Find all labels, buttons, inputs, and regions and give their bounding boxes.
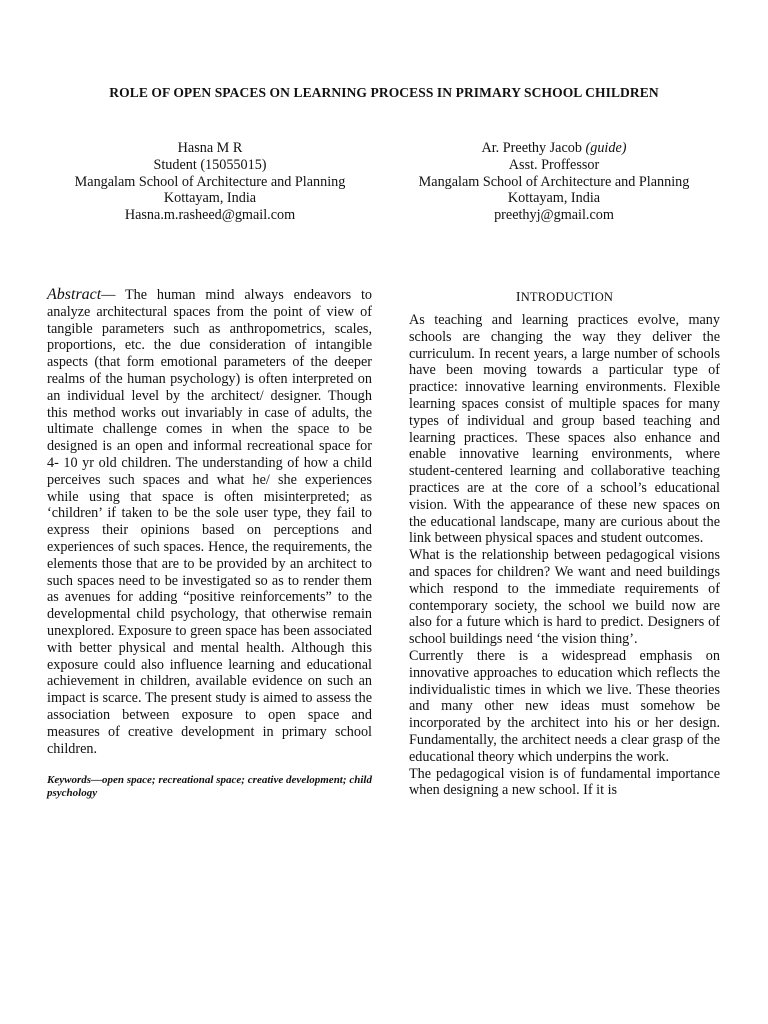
author-block-2 [384,140,724,224]
heading-initial: I [515,290,521,305]
author-email: preethyj@gmail.com [494,207,614,224]
author-affiliation: Mangalam School of Architecture and Planning [418,173,690,190]
heading-rest: NTRODUCTION [520,290,614,304]
intro-paragraph-4: The pedagogical vision is of fundamental importance when designing a new school. If it is [409,765,720,799]
author-affiliation: Mangalam School of Architecture and Planning [74,173,346,190]
author-name-note: (guide) [585,140,627,156]
author-name: Hasna M R [177,140,243,156]
author-role: Student (15055015) [153,156,267,173]
author-block-1 [40,140,380,224]
author-role: Asst. Proffessor [508,156,600,173]
intro-paragraph-3: Currently there is a widespread emphasis on innovative approaches to education which reflects the individualistic times in which we live. These theories and many other new ideas must somehow be incorporated by the architect into his or her design. Fundamentally, the architect needs a clear grasp of the educational theory which underpins the work. [409,647,720,765]
abstract-paragraph [47,287,372,757]
author-email: Hasna.m.rasheed@gmail.com [124,207,296,224]
section-heading-introduction [409,290,720,306]
right-column [409,312,720,799]
author-name-line [384,140,724,157]
author-location: Kottayam, India [507,190,601,207]
paper-title: ROLE OF OPEN SPACES ON LEARNING PROCESS IN PRIMARY SCHOOL CHILDREN [109,85,659,100]
keywords: Keywords—open space; recreational space; creative development; child psychology [47,774,372,800]
abstract-text: The human mind always endeavors to analyze architectural spaces from the point of view of tangible parameters such as anthropometrics, scales, proportions, etc. the due consideration of intangible aspects (that form emotional parameters of the deeper realms of the human psychology) is often interpreted on an individual level by the architect/ designer. Though this method works out invariably in case of adults, the ultimate challenge comes in when the space to be designed is an open and informal recreational space for 4- 10 yr old children. The understanding of how a child perceives such spaces and what he/ she experiences while using that space is often misinterpreted; as ‘children’ if taken to be the sole user type, they fail to express their opinions based on perceptions and experiences of such spaces. Hence, the requirements, the elements those that are to be provided by an architect to such spaces need to be investigated so as to render them as avenues for adding “positive reinforcements” to the developmental child psychology, that otherwise remain unexplored. Exposure to green space has been associated with better physical and mental health. Although this exposure could also influence learning and educational achievement in children, available evidence on such an impact is scarce. The present study is aimed to assess the association between exposure to open space and measures of creative development in primary school children. [47,287,372,757]
author-name: Ar. Preethy Jacob [481,140,582,156]
abstract-label: Abstract [47,286,102,303]
intro-paragraph-1: As teaching and learning practices evolve, many schools are changing the way they deliver the curriculum. In recent years, a large number of schools have been moving towards a particular type of practice: innovative learning environments. Flexible learning spaces consist of multiple spaces for many types of individual and group based teaching and learning practices. These spaces also enhance and enable innovative learning environments, where student-centered learning and collaborative teaching practices are at the core of a school’s educational vision. With the appearance of these new spaces on the educational landscape, many are curious about the link between physical spaces and student outcomes. [409,312,720,547]
intro-paragraph-2: What is the relationship between pedagogical visions and spaces for children? We want and need buildings which respond to the immediate requirements of contemporary society, the school we build now are also for a future which is hard to predict. Designers of school buildings need ‘the vision thing’. [409,547,720,648]
author-location: Kottayam, India [163,190,257,207]
left-column [47,287,372,800]
abstract-dash: — [101,287,116,303]
